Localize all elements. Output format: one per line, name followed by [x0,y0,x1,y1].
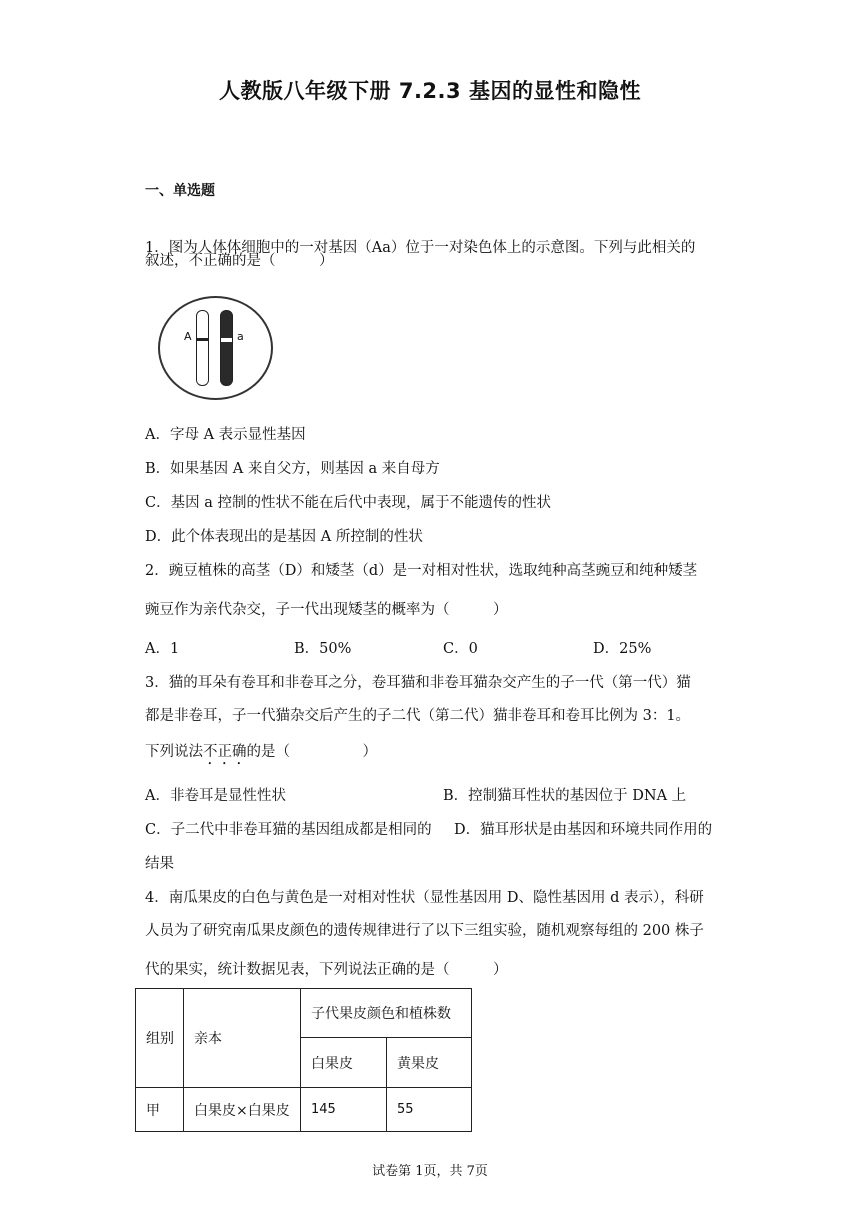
q3-option-c: C．子二代中非卷耳猫的基因组成都是相同的 [145,822,432,838]
cell-parent: 白果皮×白果皮 [184,1088,301,1132]
q1-stem-line-1: 1．图为人体体细胞中的一对基因（Aa）位于一对染色体上的示意图。下列与此相关的 [145,240,696,256]
q2-option-a: A．1 [145,641,180,657]
results-table [135,988,472,1132]
chromosome-black [220,310,233,386]
q4-stem-line-3: 代的果实，统计数据见表，下列说法正确的是（ ） [145,962,508,978]
gene-label-recessive: a [237,330,244,343]
cell-group: 甲 [136,1088,184,1132]
header-yellow-skin: 黄果皮 [387,1038,472,1088]
table-row [136,1088,472,1132]
header-white-skin: 白果皮 [301,1038,387,1088]
q1-stem-line-2: 叙述，不正确的是（ ） [145,253,334,269]
gene-label-dominant: A [184,330,192,343]
q4-stem-line-1: 4．南瓜果皮的白色与黄色是一对相对性状（显性基因用 D、隐性基因用 d 表示），科研 [145,890,704,906]
q4-stem-line-2: 人员为了研究南瓜果皮颜色的遗传规律进行了以下三组实验，随机观察每组的 200 株子 [145,923,704,939]
q3-option-d: D．猫耳形状是由基因和环境共同作用的 [454,822,713,838]
q1-option-c: C．基因 a 控制的性状不能在后代中表现，属于不能遗传的性状 [145,495,551,511]
q2-option-c: C．0 [443,641,478,657]
q2-option-b: B．50% [294,641,352,657]
header-group: 组别 [136,989,184,1088]
q2-option-d: D．25% [593,641,652,657]
q3-stem-line-1: 3．猫的耳朵有卷耳和非卷耳之分，卷耳猫和非卷耳猫杂交产生的子一代（第一代）猫 [145,675,691,691]
cell-yellow-count: 55 [387,1088,472,1132]
section-heading: 一、单选题 [145,183,215,199]
cell-white-count: 145 [301,1088,387,1132]
page-title: 人教版八年级下册 7.2.3 基因的显性和隐性 [219,79,641,103]
emphasis-not-correct: 不正确 [203,744,247,760]
chromosome-white [196,310,209,386]
q3-option-a: A．非卷耳是显性性状 [145,788,286,804]
q1-option-a: A．字母 A 表示显性基因 [145,427,306,443]
q3-option-b: B．控制猫耳性状的基因位于 DNA 上 [443,788,687,804]
q3-stem-line-2: 都是非卷耳，子一代猫杂交后产生的子二代（第二代）猫非卷耳和卷耳比例为 3：1。 [145,708,691,724]
page-footer: 试卷第 1页，共 7页 [372,1164,488,1179]
chromosome-figure [158,296,273,400]
header-offspring: 子代果皮颜色和植株数 [301,989,472,1038]
q2-stem-line-2: 豌豆作为亲代杂交，子一代出现矮茎的概率为（ ） [145,602,508,618]
q3-stem-line-3: 下列说法不正确的是（ ） [145,744,377,760]
q1-option-d: D．此个体表现出的是基因 A 所控制的性状 [145,529,423,545]
q2-stem-line-1: 2．豌豆植株的高茎（D）和矮茎（d）是一对相对性状，选取纯种高茎豌豆和纯种矮茎 [145,563,698,579]
header-parent: 亲本 [184,989,301,1088]
q3-option-d-continued: 结果 [145,856,174,872]
q1-option-b: B．如果基因 A 来自父方，则基因 a 来自母方 [145,461,440,477]
cell-circle [158,296,273,400]
